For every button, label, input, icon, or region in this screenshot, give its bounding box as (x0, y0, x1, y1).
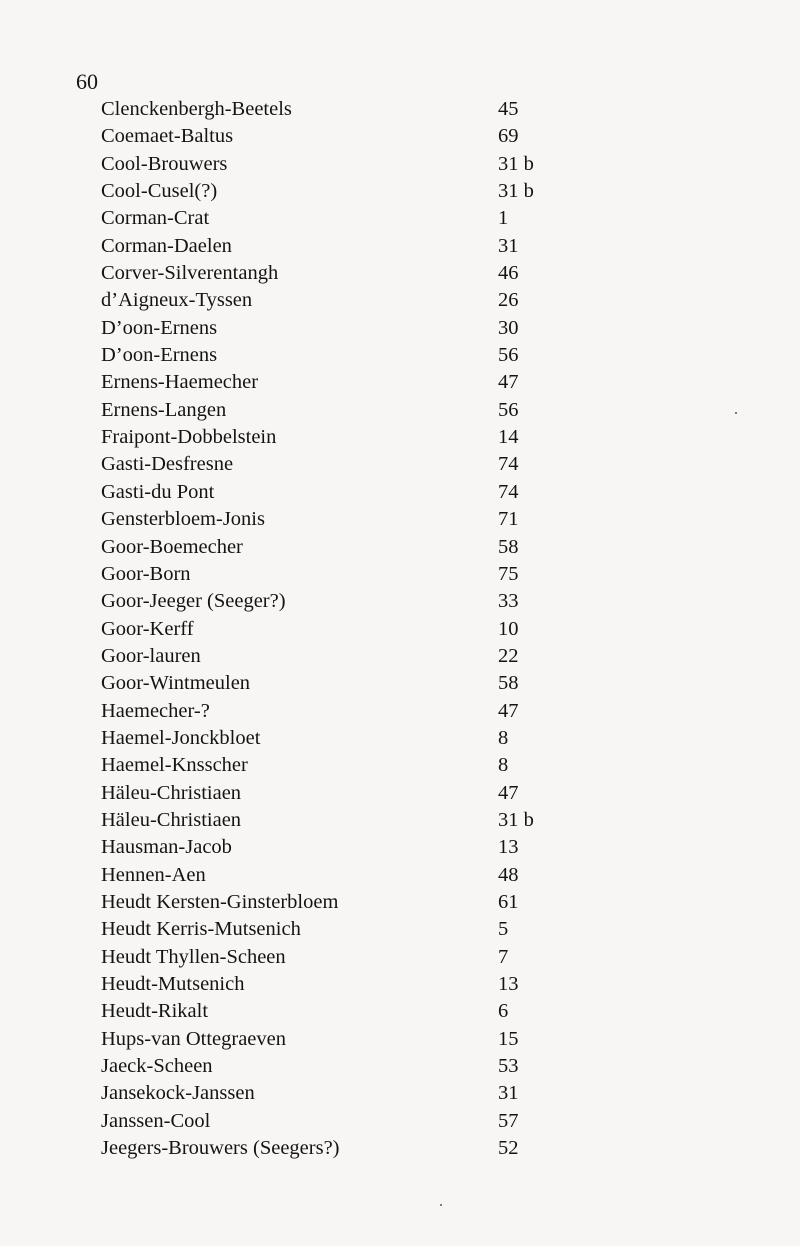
register-number: 6 (498, 1000, 509, 1023)
couple-name: Coemaet-Baltus (101, 125, 234, 148)
register-number: 58 (498, 535, 519, 558)
register-number: 69 (498, 125, 519, 148)
register-number: 58 (498, 672, 519, 695)
register-entry (101, 998, 561, 1025)
register-entry (101, 916, 561, 943)
register-number: 1 (498, 207, 509, 230)
register-number: 15 (498, 1027, 519, 1050)
register-number: 8 (498, 754, 509, 777)
register-entry (101, 233, 561, 260)
couple-name: Fraipont-Dobbelstein (101, 426, 277, 449)
register-number: 14 (498, 426, 519, 449)
couple-name: Haemecher-? (101, 699, 210, 722)
register-number: 71 (498, 508, 519, 531)
couple-name: Goor-Born (101, 562, 191, 585)
register-number: 47 (498, 781, 519, 804)
register-entry (101, 451, 561, 478)
couple-name: Ernens-Langen (101, 398, 227, 421)
register-number: 47 (498, 371, 519, 394)
register-number: 31 b (498, 808, 534, 831)
couple-name: Haemel-Knsscher (101, 754, 248, 777)
couple-name: Goor-Jeeger (Seeger?) (101, 590, 286, 613)
register-number: 53 (498, 1055, 519, 1078)
register-entry (101, 397, 561, 424)
register-number: 31 (498, 1082, 519, 1105)
register-number: 22 (498, 644, 519, 667)
couple-name: Heudt Kerris-Mutsenich (101, 918, 301, 941)
couple-name: Häleu-Christiaen (101, 781, 242, 804)
register-entry (101, 1135, 561, 1162)
couple-name: Gasti-Desfresne (101, 453, 234, 476)
couple-name: Clenckenbergh-Beetels (101, 98, 292, 120)
register-number: 74 (498, 453, 519, 476)
print-speck (735, 412, 737, 414)
register-entry (101, 96, 561, 123)
couple-name: Janssen-Cool (101, 1109, 211, 1132)
couple-name: Jansekock-Janssen (101, 1082, 255, 1105)
register-number: 75 (498, 562, 519, 585)
couple-name: Cool-Brouwers (101, 152, 228, 175)
register-entry (101, 1053, 561, 1080)
couple-name: Ernens-Haemecher (101, 371, 259, 394)
register-number: 7 (498, 945, 509, 968)
couple-name: Hups-van Ottegraeven (101, 1027, 287, 1050)
register-entry (101, 479, 561, 506)
register-number: 13 (498, 973, 519, 995)
register-number: 47 (498, 699, 519, 722)
register-entry (101, 205, 561, 232)
couple-name: Hennen-Aen (101, 863, 206, 886)
couple-name: D’oon-Ernens (101, 316, 218, 339)
couple-name: Jeegers-Brouwers (Seegers?) (101, 1137, 340, 1160)
couple-name: Cool-Cusel(?) (101, 180, 218, 203)
register-number: 8 (498, 726, 509, 749)
couple-name: Heudt-Mutsenich (101, 973, 245, 995)
couple-name: Heudt-Rikalt (101, 1000, 209, 1023)
register-entry (101, 616, 561, 643)
couple-name: Heudt Kersten-Ginsterbloem (101, 890, 339, 913)
couple-name: Häleu-Christiaen (101, 808, 242, 831)
register-entry (101, 971, 561, 998)
register-number: 48 (498, 863, 519, 886)
couple-name: Gasti-du Pont (101, 480, 215, 503)
register-number: 31 b (498, 152, 534, 175)
register-entry (101, 315, 561, 342)
register-number: 26 (498, 289, 519, 312)
couple-name: Corman-Crat (101, 207, 210, 230)
register-entry (101, 1026, 561, 1053)
register-number: 13 (498, 836, 519, 859)
register-number: 52 (498, 1137, 519, 1160)
register-entry (101, 670, 561, 697)
register-number: 33 (498, 590, 519, 613)
couple-name: Jaeck-Scheen (101, 1055, 213, 1078)
register-entry (101, 807, 561, 834)
couple-name: Goor-Boemecher (101, 535, 243, 558)
couple-name: Corman-Daelen (101, 234, 232, 257)
register-entry (101, 588, 561, 615)
register-entry (101, 369, 561, 396)
register-entry (101, 123, 561, 150)
register-number: 56 (498, 398, 519, 421)
couple-name: Gensterbloem-Jonis (101, 508, 265, 531)
register-entry (101, 424, 561, 451)
couple-name: Hausman-Jacob (101, 836, 232, 859)
couple-name: Haemel-Jonckbloet (101, 726, 261, 749)
register-number: 5 (498, 918, 509, 941)
register-number: 31 b (498, 180, 534, 203)
register-number: 10 (498, 617, 519, 640)
register-entry (101, 1080, 561, 1107)
register-entry (101, 944, 561, 971)
register-entry (101, 342, 561, 369)
couple-name: Goor-lauren (101, 644, 201, 667)
couple-register-list (101, 96, 561, 1162)
register-entry (101, 287, 561, 314)
register-number: 30 (498, 316, 519, 339)
register-entry (101, 561, 561, 588)
register-entry (101, 780, 561, 807)
register-number: 57 (498, 1109, 519, 1132)
page-number: 60 (76, 69, 98, 94)
register-number: 61 (498, 890, 519, 913)
couple-name: Goor-Wintmeulen (101, 672, 251, 695)
register-entry (101, 1108, 561, 1135)
register-entry (101, 506, 561, 533)
register-entry (101, 889, 561, 916)
register-number: 74 (498, 480, 519, 503)
register-entry (101, 725, 561, 752)
register-number: 45 (498, 98, 519, 120)
couple-name: Goor-Kerff (101, 617, 194, 640)
register-entry (101, 178, 561, 205)
register-number: 31 (498, 234, 519, 257)
print-speck (440, 1204, 442, 1206)
register-entry (101, 834, 561, 861)
register-entry (101, 698, 561, 725)
couple-name: Corver-Silverentangh (101, 262, 279, 285)
couple-name: D’oon-Ernens (101, 344, 218, 367)
register-entry (101, 151, 561, 178)
couple-name: d’Aigneux-Tyssen (101, 289, 253, 312)
couple-name: Heudt Thyllen-Scheen (101, 945, 286, 968)
register-entry (101, 260, 561, 287)
register-entry (101, 862, 561, 889)
register-number: 46 (498, 262, 519, 285)
register-number: 56 (498, 344, 519, 367)
register-entry (101, 534, 561, 561)
register-entry (101, 752, 561, 779)
register-entry (101, 643, 561, 670)
